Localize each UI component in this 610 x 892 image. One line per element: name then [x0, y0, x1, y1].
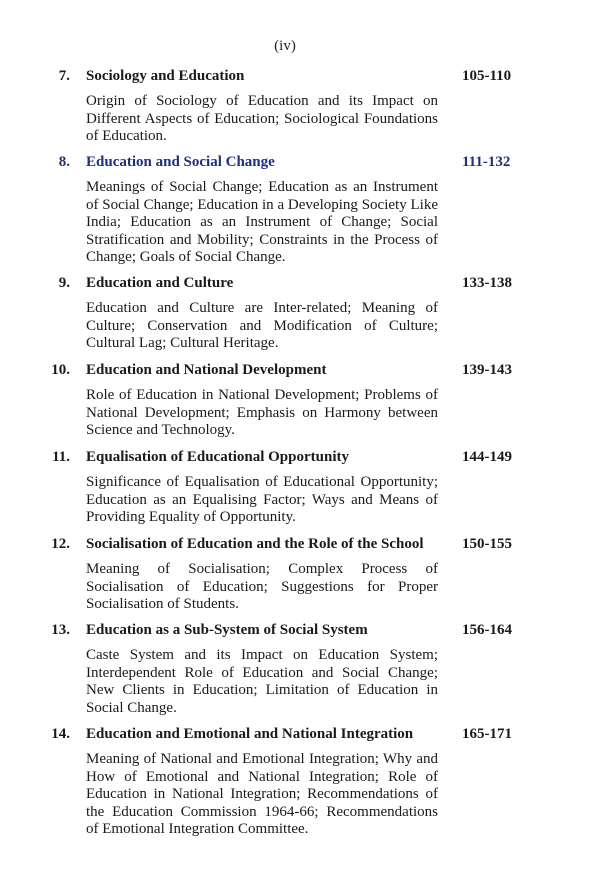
chapter-description: Origin of Sociology of Education and its Impact on Different Aspects of Education; Sociological Foundations of Education. [86, 93, 438, 144]
chapter-title: Education and Social Change [86, 154, 275, 170]
chapter-description: Caste System and its Impact on Education System; Interdependent Role of Education and Social Change; New Clients in Education; Limitation of Education in Social Change. [86, 647, 438, 716]
chapter-number: 9. [58, 275, 70, 291]
chapter-title: Education and National Development [86, 362, 327, 378]
chapter-pages: 165-171 [462, 726, 512, 742]
chapter-pages: 111-132 [462, 154, 511, 170]
chapter-pages: 133-138 [462, 275, 512, 291]
chapter-title: Education and Emotional and National Integration [86, 726, 414, 742]
chapter-number: 11. [52, 449, 70, 465]
chapter-pages: 150-155 [462, 536, 512, 552]
chapter-pages: 156-164 [462, 622, 512, 638]
chapter-title: Equalisation of Educational Opportunity [86, 449, 349, 465]
chapter-pages: 105-110 [462, 68, 512, 84]
chapter-title: Socialisation of Education and the Role of the School [86, 536, 424, 552]
chapter-title: Education as a Sub-System of Social System [86, 622, 368, 638]
chapter-title: Education and Culture [86, 275, 234, 291]
chapter-description: Meaning of Socialisation; Complex Process of Socialisation of Education; Suggestions for Proper Socialisation of Students. [86, 561, 438, 612]
chapter-pages: 144-149 [462, 449, 512, 465]
chapter-description: Education and Culture are Inter-related; Meaning of Culture; Conservation and Modification of Culture; Cultural Lag; Cultural Heritage. [86, 300, 438, 351]
page-number: (iv) [274, 38, 296, 54]
chapter-number: 12. [51, 536, 70, 552]
chapter-description: Meaning of National and Emotional Integration; Why and How of Emotional and National Integration; Role of Education in National Integration; Recommendations of the Education Commission 1964-66; Recommendations of Emotional Integration Committee. [86, 751, 438, 837]
chapter-number: 7. [58, 68, 70, 84]
chapter-title: Sociology and Education [86, 68, 245, 84]
chapter-description: Role of Education in National Development; Problems of National Development; Emphasis on Harmony between Science and Technology. [86, 387, 438, 438]
chapter-pages: 139-143 [462, 362, 512, 378]
chapter-number: 10. [51, 362, 70, 378]
chapter-number: 14. [51, 726, 70, 742]
chapter-number: 8. [58, 154, 70, 170]
chapter-description: Meanings of Social Change; Education as an Instrument of Social Change; Education in a Developing Society Like India; Education as an Instrument of Change; Social Stratification and Mobility; Constraints in the Process of Change; Goals of Social Change. [86, 179, 438, 265]
chapter-description: Significance of Equalisation of Educational Opportunity; Education as an Equalising Factor; Ways and Means of Providing Equality of Opportunity. [86, 474, 438, 525]
chapter-number: 13. [51, 622, 70, 638]
